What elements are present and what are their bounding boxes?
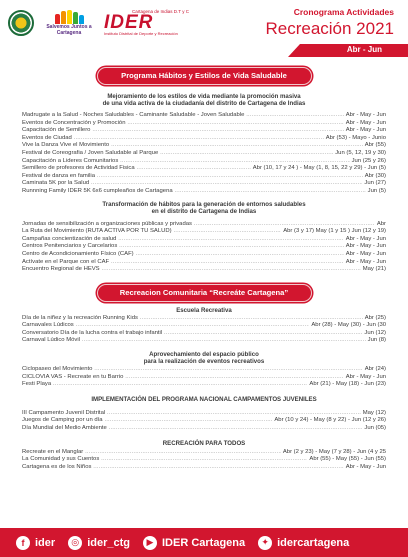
activity-row bbox=[22, 330, 386, 338]
activity-row bbox=[22, 381, 386, 389]
activity-label: Vive la Danza Vive el Movimiento bbox=[22, 142, 110, 149]
activity-dates: Abr (30) bbox=[364, 172, 386, 179]
activity-label: Festival de Coreografia / Joven Saludable al Parque bbox=[22, 149, 159, 156]
activity-label: Juegos de Camping por un día bbox=[22, 417, 103, 424]
social-handle: idercartagena bbox=[277, 536, 350, 549]
activity-dates: Abr - May - Jun bbox=[345, 235, 386, 242]
dot-leader bbox=[127, 120, 343, 128]
activity-dates: Jun (27) bbox=[364, 180, 386, 187]
activity-label: Día de la niñez y la recreación Running Kids bbox=[22, 314, 138, 321]
activity-row bbox=[22, 425, 386, 433]
activity-label: Eventos de Ciudad bbox=[22, 134, 72, 141]
activity-dates: Abr (53) - Mayo - Junio bbox=[325, 134, 386, 141]
social-link[interactable] bbox=[258, 536, 349, 550]
dot-leader bbox=[120, 158, 349, 166]
activity-row bbox=[22, 322, 386, 330]
activity-label: Día Mundial del Medio Ambiente bbox=[22, 425, 107, 432]
activity-row bbox=[22, 127, 386, 135]
social-handle: ider_ctg bbox=[87, 536, 130, 549]
activity-label: La Ruta del Movimiento (RUTA ACTIVA POR TU SALUD) bbox=[22, 228, 172, 235]
activity-label: Runnning Family IDER 5K 6x6 cumpleaños de Cartagena bbox=[22, 187, 173, 194]
activity-label: Campañas concientización de salud bbox=[22, 235, 117, 242]
activity-dates: Abr (21) - May (18) - Jun (23) bbox=[309, 381, 386, 388]
dot-leader bbox=[194, 221, 375, 229]
group-heading: Transformación de hábitos para la generación de entornos saludables bbox=[102, 200, 306, 208]
social-handle: ider bbox=[35, 536, 56, 549]
activity-dates: Abr - May - Jun bbox=[345, 127, 386, 134]
activity-row bbox=[22, 228, 386, 236]
activity-dates: Jun (8) bbox=[367, 337, 386, 344]
dot-leader bbox=[118, 236, 343, 244]
activity-label: Encuentro Regional de HEVS bbox=[22, 266, 100, 273]
activity-label: Actívate en el Parque con el CAF bbox=[22, 258, 110, 265]
page-title: Recreación 2021 bbox=[265, 19, 394, 38]
dot-leader bbox=[174, 228, 282, 236]
ider-logo-word: IDER bbox=[104, 12, 154, 33]
activity-label: Centro de Acondicionamiento Físico (CAF) bbox=[22, 250, 134, 257]
activity-row bbox=[22, 180, 386, 188]
activity-row bbox=[22, 165, 386, 173]
activity-row bbox=[22, 449, 386, 457]
activity-dates: Abr (10, 17 y 24 ) - May (1, 8, 15, 22 y 29) - Jun (5) bbox=[252, 165, 386, 172]
dot-leader bbox=[92, 127, 343, 135]
activity-dates: Abr - May - Jun bbox=[345, 463, 386, 470]
dot-leader bbox=[111, 259, 344, 267]
dot-leader bbox=[94, 366, 362, 374]
salvemos-juntos-logo bbox=[43, 10, 95, 36]
activity-label: Cartagena es de los Niños bbox=[22, 463, 92, 470]
activity-row bbox=[22, 464, 386, 472]
twitter-icon: ✦ bbox=[258, 536, 272, 550]
dot-leader bbox=[74, 135, 324, 143]
dot-leader bbox=[105, 417, 273, 425]
youtube-icon: ▶ bbox=[143, 536, 157, 550]
activity-dates: Abr (55) - May (55) - Jun (55) bbox=[309, 456, 386, 463]
dot-leader bbox=[111, 142, 363, 150]
activity-list bbox=[22, 410, 386, 433]
social-footer bbox=[0, 528, 408, 557]
activity-dates: Jun (05) bbox=[364, 425, 386, 432]
dot-leader bbox=[97, 173, 363, 181]
ider-logo-bottom: Instituto Distrital de Deporte y Recreación bbox=[104, 31, 178, 36]
ider-logo-top: Cartagena de Indias D.T y C bbox=[132, 9, 189, 14]
activity-row bbox=[22, 251, 386, 259]
activity-row bbox=[22, 315, 386, 323]
group-heading: Mejoramiento de los estilos de vida mediante la promoción masiva bbox=[107, 93, 301, 100]
activity-row bbox=[22, 188, 386, 196]
activity-dates: Jun (25 y 26) bbox=[351, 157, 386, 164]
activity-row bbox=[22, 135, 386, 143]
activity-label: Recreate en el Manglar bbox=[22, 448, 84, 455]
activity-dates: Abr bbox=[376, 220, 386, 227]
activity-row bbox=[22, 112, 386, 120]
activity-dates: Abr - May - Jun bbox=[345, 373, 386, 380]
activity-row bbox=[22, 366, 386, 374]
activity-dates: Abr - May - Jun bbox=[345, 243, 386, 250]
activity-label: Jornadas de sensibilización a organizaciones públicas y privadas bbox=[22, 220, 192, 227]
activity-list bbox=[22, 366, 386, 389]
activity-row bbox=[22, 236, 386, 244]
activity-dates: Abr (10 y 24) - May (8 y 22) - Jun (12 y 26) bbox=[274, 417, 386, 424]
activity-row bbox=[22, 150, 386, 158]
activity-list bbox=[22, 315, 386, 345]
activity-list bbox=[22, 221, 386, 274]
activity-label: Capacitación a Lideres Comunitarios bbox=[22, 157, 119, 164]
social-link[interactable] bbox=[16, 536, 55, 550]
dot-leader bbox=[246, 112, 343, 120]
activity-label: Caminata 5K por la Salud bbox=[22, 180, 90, 187]
facebook-icon: f bbox=[16, 536, 30, 550]
group-heading: en el distrito de Cartagena de Indias bbox=[151, 207, 257, 215]
activity-dates: Abr (55) bbox=[364, 142, 386, 149]
activity-label: Madrugate a la Salud - Noches Saludables - Caminante Saludable - Joven Saludable bbox=[22, 112, 245, 118]
group-heading: para la realización de eventos recreativos bbox=[143, 358, 265, 366]
activity-dates: Abr - May - Jun bbox=[345, 112, 386, 118]
group-heading: Escuela Recreativa bbox=[176, 306, 232, 314]
activity-dates: Jun (5) bbox=[367, 187, 386, 194]
activity-label: Carnaval Lúdico Móvil bbox=[22, 337, 80, 344]
group-heading: RECREACIÓN PARA TODOS bbox=[162, 439, 246, 447]
group-heading: IMPLEMENTACIÓN DEL PROGRAMA NACIONAL CAMPAMENTOS JUVENILES bbox=[91, 395, 317, 403]
page-header bbox=[0, 0, 408, 44]
activity-dates: Abr (3 y 17) May (1 y 15 ) Jun (12 y 19) bbox=[283, 228, 386, 235]
activity-dates: Abr (2 y 23) - May (7 y 28) - Jun (4 y 25 bbox=[282, 448, 386, 455]
dot-leader bbox=[102, 266, 361, 274]
dot-leader bbox=[76, 322, 310, 330]
activity-row bbox=[22, 120, 386, 128]
activity-label: Conversatorio Día de la lucha contra el trabajo infantil bbox=[22, 329, 163, 336]
activity-label: Centros Penitenciarios y Carcelarios bbox=[22, 243, 118, 250]
activity-row bbox=[22, 410, 386, 418]
activity-dates: Abr (25) bbox=[364, 314, 386, 321]
activity-dates: Jun (5, 12, 19 y 30) bbox=[335, 149, 386, 156]
activity-label: III Campamento Juvenil Distrital bbox=[22, 409, 106, 416]
date-band bbox=[0, 44, 408, 57]
dot-leader bbox=[101, 456, 307, 464]
activity-dates: May (21) bbox=[362, 266, 386, 273]
activity-row bbox=[22, 259, 386, 267]
activity-row bbox=[22, 456, 386, 464]
activity-row bbox=[22, 417, 386, 425]
dot-leader bbox=[137, 165, 251, 173]
dot-leader bbox=[164, 330, 362, 338]
activity-list bbox=[22, 112, 386, 196]
activity-label: Carnavales Lúdicos bbox=[22, 322, 74, 329]
dot-leader bbox=[140, 315, 363, 323]
dot-leader bbox=[136, 251, 344, 259]
dot-leader bbox=[93, 464, 343, 472]
dot-leader bbox=[175, 188, 366, 196]
dot-leader bbox=[82, 337, 366, 345]
activity-dates: Jun (12) bbox=[364, 329, 386, 336]
social-handle: IDER Cartagena bbox=[161, 536, 246, 549]
dot-leader bbox=[53, 381, 307, 389]
section-title-habitos: Programa Hábitos y Estilos de Vida Saludable bbox=[97, 67, 312, 85]
activity-dates: Abr - May - Jun bbox=[345, 119, 386, 126]
dot-leader bbox=[125, 374, 343, 382]
salvemos-figures-icon bbox=[55, 10, 84, 24]
dot-leader bbox=[160, 150, 333, 158]
social-link[interactable] bbox=[68, 536, 130, 550]
activity-row bbox=[22, 158, 386, 166]
section-title-recreacion: Recreacion Comunitaria “Recreáte Cartagena” bbox=[97, 284, 312, 302]
activity-label: Festival de danza en familia bbox=[22, 172, 96, 179]
activity-dates: Abr - May - Jun bbox=[345, 250, 386, 257]
activity-dates: Abr - May - Jun bbox=[345, 258, 386, 265]
activity-dates: May (12) bbox=[362, 409, 386, 416]
dot-leader bbox=[91, 180, 362, 188]
activity-row bbox=[22, 337, 386, 345]
activity-label: CICLOVIA VAS - Recreate en tu Barrio bbox=[22, 373, 124, 380]
activity-row bbox=[22, 173, 386, 181]
group-heading: de una vida activa de la ciudadanía del distrito de Cartagena de Indias bbox=[102, 100, 306, 107]
logo-group bbox=[8, 9, 196, 36]
activity-label: La Comunidad y sus Cuentos bbox=[22, 456, 100, 463]
activity-label: Eventos de Concentración y Promoción bbox=[22, 119, 126, 126]
activity-label: Semillero de profesores de Actividad Fisica bbox=[22, 165, 135, 172]
activity-row bbox=[22, 374, 386, 382]
activity-dates: Abr (24) bbox=[364, 366, 386, 373]
activity-label: Ciclopaseo del Movimiento bbox=[22, 366, 93, 373]
city-seal-logo bbox=[8, 10, 34, 36]
dot-leader bbox=[85, 449, 281, 457]
instagram-icon: ◎ bbox=[68, 536, 82, 550]
schedule-content bbox=[22, 60, 386, 471]
activity-label: Festi Playa bbox=[22, 381, 52, 388]
activity-label: Capacitación de Semillero bbox=[22, 127, 91, 134]
activity-row bbox=[22, 142, 386, 150]
group-heading: Aprovechamiento del espacio público bbox=[149, 351, 259, 359]
activity-row bbox=[22, 243, 386, 251]
salvemos-text: Salvemos Juntos a Cartagena bbox=[46, 23, 92, 36]
activity-list bbox=[22, 449, 386, 472]
date-range: Abr - Jun bbox=[346, 45, 382, 54]
header-subtitle: Cronograma Actividades bbox=[293, 7, 394, 17]
dot-leader bbox=[107, 410, 361, 418]
ider-logo bbox=[104, 9, 196, 36]
social-link[interactable] bbox=[143, 536, 245, 550]
dot-leader bbox=[109, 425, 363, 433]
activity-row bbox=[22, 266, 386, 274]
activity-row bbox=[22, 221, 386, 229]
dot-leader bbox=[119, 243, 343, 251]
activity-dates: Abr (28) - May (30) - Jun (30 bbox=[311, 322, 386, 329]
